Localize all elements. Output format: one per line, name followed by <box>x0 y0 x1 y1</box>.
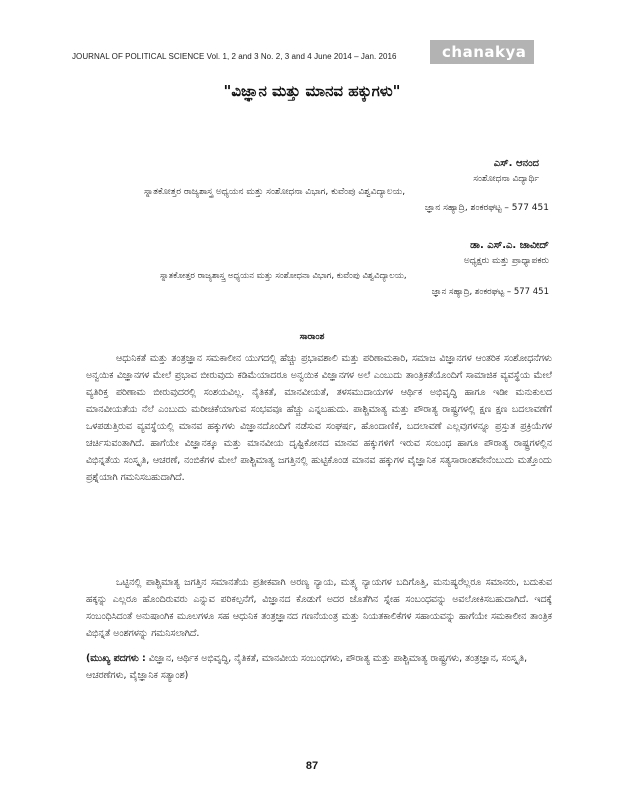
abstract-heading: ಸಾರಾಂಶ <box>299 332 325 342</box>
abstract-paragraph-2: ಒಟ್ಟಿನಲ್ಲಿ ಪಾಶ್ಚಿಮಾತ್ಯ ಜಗತ್ತಿನ ಸಮಾನತೆಯ ಪ್ರತೀಕವಾಗಿ ಅರಣ್ಯ ನ್ಯಾಯ, ಮತ್ಸ್ಯ ನ್ಯಾಯಗಳ ಬದಿಗೊತ್ತಿ, ಮನುಷ್ಯರೆಲ್ಲರೂ ಸಮಾನರು, ಬದುಕುವ ಹಕ್ಕನ್ನು ಎಲ್ಲರೂ ಹೊಂದಿರುವರು ಎನ್ನುವ ಪರಿಕಲ್ಪನೆಗೆ, ವಿಜ್ಞಾನದ ಕೊಡುಗೆ ಅದರ ಜೊತೆಗಿನ ಸ್ನೇಹ ಸಂಬಂಧವನ್ನು ಅವಲೋಕಿಸಬಹುದಾಗಿದೆ. ಇದಕ್ಕೆ ಸಂಬಂಧಿಸಿದಂತೆ ಅನುಷಾಂಗಿಕ ಮೂಲಗಳೂ ಸಹ ಆಧುನಿಕ ತಂತ್ರಜ್ಞಾನದ ಗಣನೆಯಂತ್ರ ಮತ್ತು ನಿಯತಕಾಲಿಕೆಗಳ ಸಹಾಯವನ್ನು ಹಾಗೆಯೇ ಸಮಕಾಲೀನ ತಾಂತ್ರಿಕ ವಿಭಿನ್ನತೆ ಅಂಶಗಳನ್ನು ಗಮನಿಸಲಾಗಿದೆ. <box>86 577 552 639</box>
author1-position: ಸಂಶೋಧನಾ ವಿದ್ಯಾರ್ಥಿ <box>473 173 539 184</box>
author2-address: ಜ್ಞಾನ ಸಹ್ಯಾದ್ರಿ, ಶಂಕರಘಟ್ಟ – 577 451 <box>431 287 549 297</box>
keywords-label: (ಮುಖ್ಯ ಪದಗಳು : <box>86 653 146 664</box>
keywords-list: ವಿಜ್ಞಾನ, ಆರ್ಥಿಕ ಅಭಿವೃದ್ಧಿ, ನೈತಿಕತೆ, ಮಾನವೀಯ ಸಂಬಂಧಗಳು, ಪೌರಾತ್ಯ ಮತ್ತು ಪಾಶ್ಚಿಮಾತ್ಯ ರಾಷ್ಟ್ರಗಳು, ತಂತ್ರಜ್ಞಾನ, ಸಂಸ್ಕೃತಿ, ಆಚರಣೆಗಳು, ವೈಜ್ಞಾನಿಕ ಸತ್ಯಾಂಶ) <box>86 653 528 681</box>
abstract-paragraph-1: ಆಧುನಿಕತೆ ಮತ್ತು ತಂತ್ರಜ್ಞಾನ ಸಮಕಾಲೀನ ಯುಗದಲ್ಲಿ ಹೆಚ್ಚು ಪ್ರಭಾವಶಾಲಿ ಮತ್ತು ಪರಿಣಾಮಕಾರಿ, ಸಮಾಜ ವಿಜ್ಞಾನಗಳ ಆಂತರಿಕ ಸಂಶೋಧನೆಗಳು ಅನ್ವಯಿಕ ವಿಜ್ಞಾನಗಳ ಮೇಲೆ ಪ್ರಭಾವ ಬೀರುವುದು ಕಡಿಮೆಯಾದರೂ ಅನ್ವಯಿಕ ವಿಜ್ಞಾನಗಳ ಅಲೆ ಎಂಬುದು ತಾಂತ್ರಿಕತೆಯೊಂದಿಗೆ ಸಾಮಾಜಿಕ ವ್ಯವಸ್ಥೆಯ ಮೇಲೆ ವ್ಯತಿರಿಕ್ತ ಪರಿಣಾಮ ಬೀರುವುದರಲ್ಲಿ ಸಂಶಯವಿಲ್ಲ. ನೈತಿಕತೆ, ಮಾನವೀಯತೆ, ತಳಸಮುದಾಯಗಳ ಆರ್ಥಿಕ ಅಭಿವೃದ್ಧಿ ಹಾಗೂ ಇಡೀ ಮನುಕುಲದ ಮಾನವೀಯತೆಯ ನೆಲೆ ಎಂಬುದು ಮರೀಚಿಕೆಯಾಗುವ ಸಂಭವವೂ ಹೆಚ್ಚು ಎನ್ನಬಹುದು. ಪಾಶ್ಚಿಮಾತ್ಯ ಮತ್ತು ಪೌರಾತ್ಯ ರಾಷ್ಟ್ರಗಳಲ್ಲಿ ಕ್ಷಣ ಕ್ಷಣ ಬದಲಾವಣೆಗೆ ಒಳಪಡುತ್ತಿರುವ ವ್ಯವಸ್ಥೆಯಲ್ಲಿ ಮಾನವ ಹಕ್ಕುಗಳು ವಿಜ್ಞಾನದೊಂದಿಗೆ ನಡೆಸುವ ಸಂಘರ್ಷ, ಹೊಂದಾಣಿಕೆ, ಬದಲಾವಣೆ ಎಲ್ಲವುಗಳನ್ನೂ ಪ್ರಸ್ತುತ ಪ್ರಕ್ರಿಯೆಗಳ ಚರ್ಚಿಸುವಂತಾಗಿದೆ. ಹಾಗೆಯೇ ವಿಜ್ಞಾನಕ್ಕೂ ಮತ್ತು ಮಾನವೀಯ ದೃಷ್ಟಿಕೋನದ ಮಾನವ ಹಕ್ಕುಗಳಿಗೆ ಇರುವ ಸಂಬಂಧ ಹಾಗೂ ಪೌರಾತ್ಯ ರಾಷ್ಟ್ರಗಳಲ್ಲಿನ ವಿಭಿನ್ನತೆಯ ಸಂಸ್ಕೃತಿ, ಆಚರಣೆ, ನಂಬಿಕೆಗಳ ಮೇಲೆ ಪಾಶ್ಚಿಮಾತ್ಯ ಜಗತ್ತಿನಲ್ಲಿ ಹುಟ್ಟಿಕೊಂಡ ಮಾನವ ಹಕ್ಕುಗಳ ವೈಜ್ಞಾನಿಕ ಸತ್ಯಸಾರಾಂಶವೇನೆಂಬುದು ಮತ್ತೊಂದು ಪ್ರಶ್ನೆಯಾಗಿ ಗಮನಿಸಬಹುದಾಗಿದೆ. <box>86 353 552 483</box>
author2-position: ಅಧ್ಯಕ್ಷರು ಮತ್ತು ಪ್ರಾಧ್ಯಾಪಕರು <box>463 256 549 266</box>
author1-address: ಜ್ಞಾನ ಸಹ್ಯಾದ್ರಿ, ಶಂಕರಘಟ್ಟ – 577 451 <box>424 203 549 213</box>
journal-brand-logo: chanakya <box>430 40 534 64</box>
author1-name: ಎಸ್. ಆನಂದ <box>493 158 539 169</box>
author2-name: ಡಾ. ಎಸ್.ಎ. ಜಾವೀದ್ <box>470 240 549 251</box>
author1-block <box>473 156 539 187</box>
article-title: "ವಿಜ್ಞಾನ ಮತ್ತು ಮಾನವ ಹಕ್ಕುಗಳು" <box>223 82 401 100</box>
keywords <box>86 650 552 684</box>
author1-department: ಸ್ನಾತಕೋತ್ತರ ರಾಜ್ಯಶಾಸ್ತ್ರ ಅಧ್ಯಯನ ಮತ್ತು ಸಂಶೋಧನಾ ವಿಭಾಗ, ಕುವೆಂಪು ವಿಶ್ವವಿದ್ಯಾಲಯ, <box>144 187 406 197</box>
journal-header: JOURNAL OF POLITICAL SCIENCE Vol. 1, 2 and 3 No. 2, 3 and 4 June 2014 – Jan. 2016 <box>72 52 397 61</box>
author2-department: ಸ್ನಾತಕೋತ್ತರ ರಾಜ್ಯಶಾಸ್ತ್ರ ಅಧ್ಯಯನ ಮತ್ತು ಸಂಶೋಧನಾ ವಿಭಾಗ, ಕುವೆಂಪು ವಿಶ್ವವಿದ್ಯಾಲಯ, <box>160 271 407 281</box>
page-number: 87 <box>305 760 319 772</box>
